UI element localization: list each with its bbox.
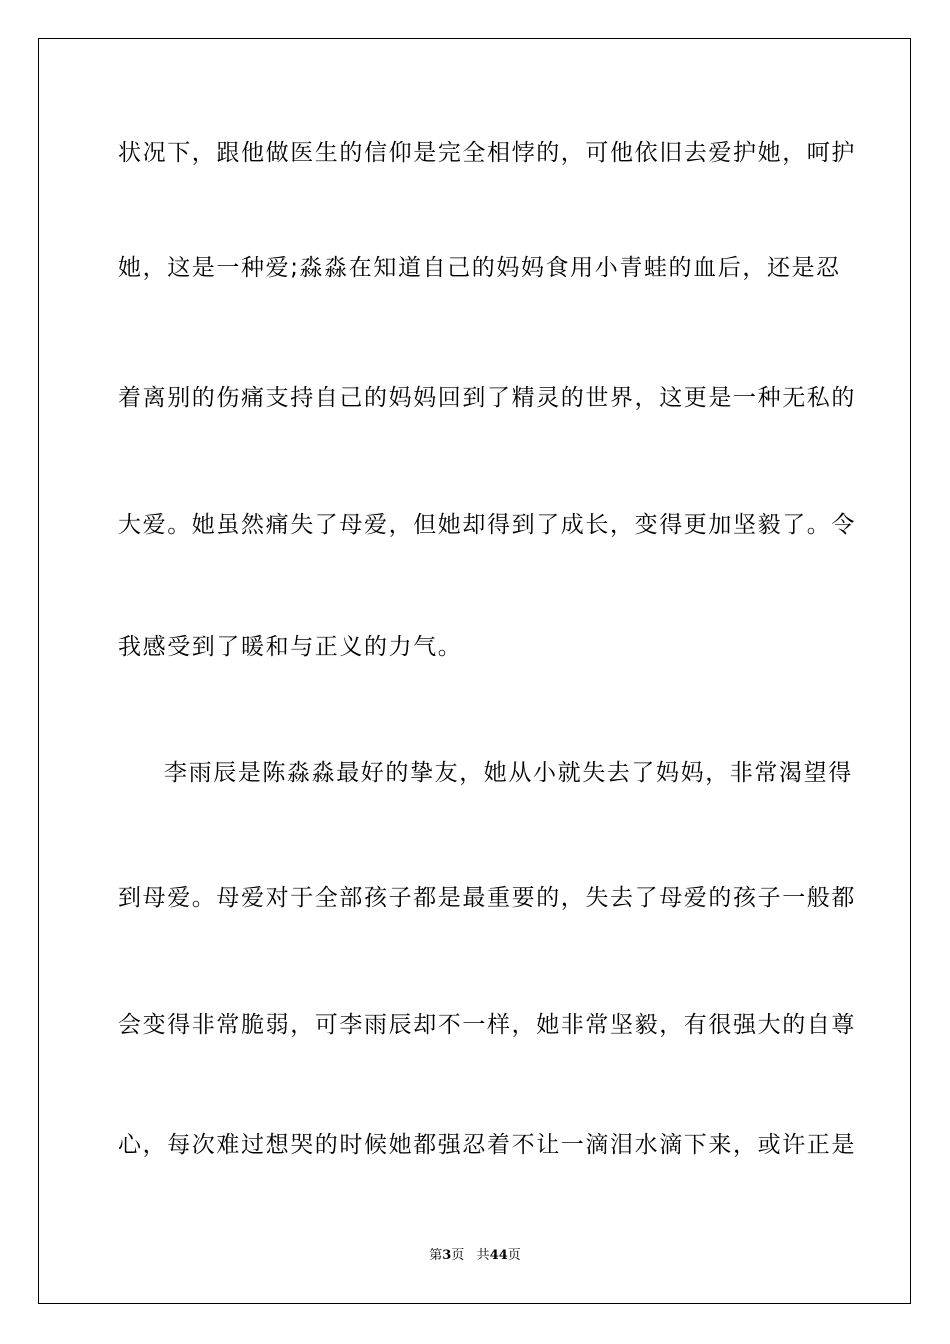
text-line-2: 她，这是一种爱;淼淼在知道自己的妈妈食用小青蛙的血后，还是忍 bbox=[118, 255, 841, 281]
total-prefix: 共 bbox=[476, 1248, 490, 1263]
text-line-9: 心，每次难过想哭的时候她都强忍着不让一滴泪水滴下来，或许正是 bbox=[118, 1132, 856, 1158]
text-line-7: 到母爱。母爱对于全部孩子都是最重要的，失去了母爱的孩子一般都 bbox=[118, 885, 856, 911]
page-suffix: 页 bbox=[451, 1248, 465, 1263]
text-line-5: 我感受到了暖和与正义的力气。 bbox=[118, 634, 463, 660]
total-pages: 44 bbox=[489, 1248, 508, 1263]
page-number: 3 bbox=[442, 1248, 452, 1263]
text-line-4: 大爱。她虽然痛失了母爱，但她却得到了成长，变得更加坚毅了。令 bbox=[118, 512, 856, 538]
text-line-1: 状况下，跟他做医生的信仰是完全相悖的，可他依旧去爱护她，呵护 bbox=[118, 140, 856, 166]
text-line-8: 会变得非常脆弱，可李雨辰却不一样，她非常坚毅，有很强大的自尊 bbox=[118, 1012, 856, 1038]
page-border bbox=[38, 38, 911, 1304]
paragraph-2-first-line: 李雨辰是陈淼淼最好的挚友，她从小就失去了妈妈，非常渴望得 bbox=[164, 760, 853, 786]
total-suffix: 页 bbox=[507, 1248, 521, 1263]
page-prefix: 第 bbox=[429, 1248, 443, 1263]
page-footer bbox=[0, 1247, 950, 1265]
text-line-3: 着离别的伤痛支持自己的妈妈回到了精灵的世界，这更是一种无私的 bbox=[118, 385, 856, 411]
